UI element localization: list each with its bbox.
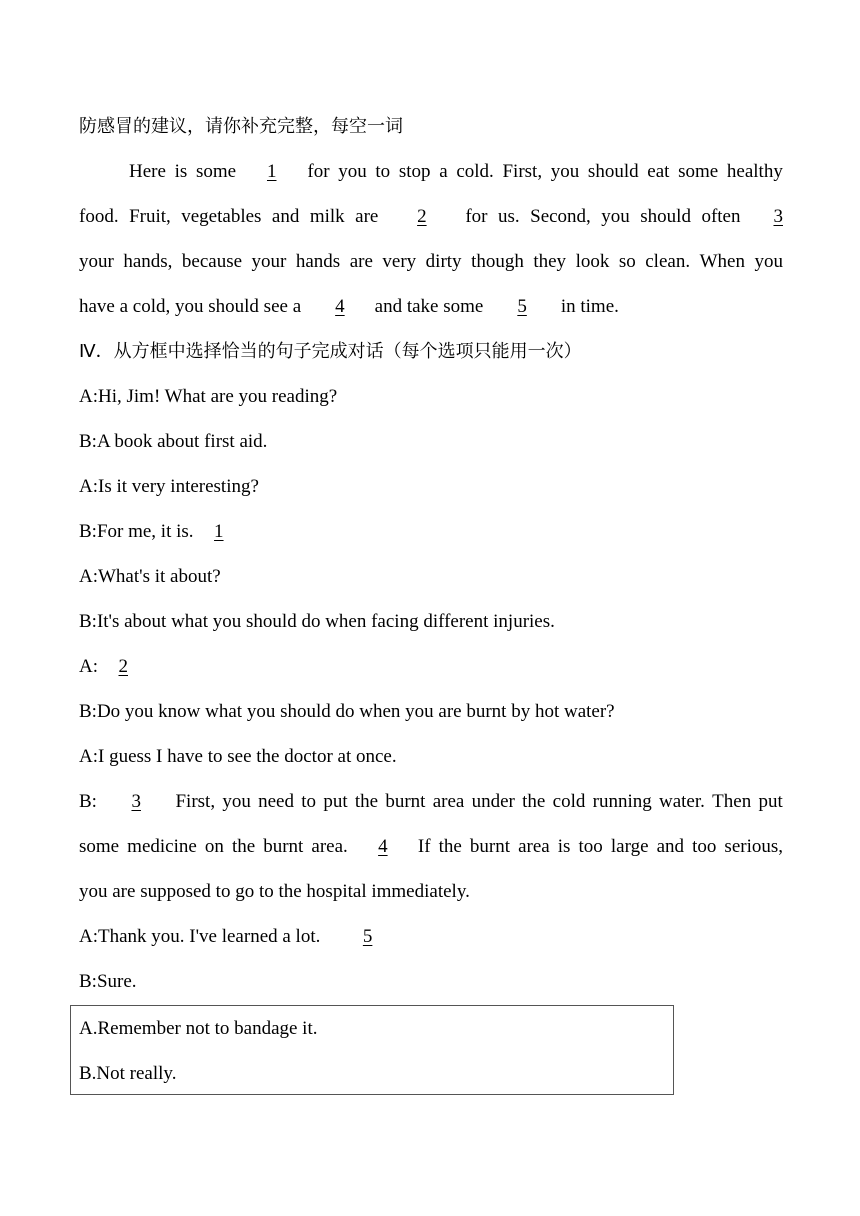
word: for: [307, 161, 330, 182]
word: is: [557, 836, 571, 857]
blank-4[interactable]: 4: [335, 296, 345, 317]
speaker-label: A:: [79, 476, 98, 497]
word: to: [301, 791, 317, 812]
word: eat: [647, 161, 670, 182]
word: too: [692, 836, 717, 857]
word: hands: [295, 251, 341, 272]
dialogue-text: Hi, Jim! What are you reading?: [98, 386, 338, 407]
passage-text: in time.: [560, 296, 619, 317]
word: the: [354, 791, 379, 812]
word: are: [349, 251, 373, 272]
word: very: [382, 251, 417, 272]
dialogue-blank-1[interactable]: 1: [214, 521, 224, 542]
passage-line-1: [129, 161, 783, 183]
word: dirty: [425, 251, 462, 272]
dialogue-line: [79, 701, 783, 723]
section4-heading: Ⅳ．从方框中选择恰当的句子完成对话（每个选项只能用一次）: [79, 341, 582, 362]
word: the: [231, 836, 256, 857]
speaker-label: B:: [79, 611, 97, 632]
dialogue-text: Do you know what you should do when you are burnt by hot water?: [96, 701, 615, 722]
word: If: [417, 836, 431, 857]
dialogue-text: For me, it is.: [96, 521, 194, 542]
word: you: [338, 161, 367, 182]
word: and: [656, 836, 685, 857]
word: stop: [398, 161, 431, 182]
word: healthy: [726, 161, 783, 182]
word: burnt: [469, 836, 511, 857]
dialogue-text: Sure.: [96, 971, 137, 992]
word: area: [518, 836, 550, 857]
dialogue-line: [79, 431, 783, 453]
word: is: [174, 161, 188, 182]
word: Fruit,: [129, 206, 171, 227]
dialogue-line: [79, 926, 783, 948]
dialogue-blank-2[interactable]: 2: [118, 656, 128, 677]
dialogue-text: I guess I have to see the doctor at once.: [98, 746, 397, 767]
word: area: [432, 791, 465, 812]
word: your: [79, 251, 114, 272]
word: you: [550, 161, 580, 182]
dialogue-text: It's about what you should do when facing different injuries.: [96, 611, 555, 632]
word: too: [578, 836, 603, 857]
blank-1[interactable]: 1: [266, 161, 277, 182]
dialogue-blank-5[interactable]: 5: [362, 926, 373, 947]
word: vegetables: [181, 206, 262, 227]
word: some: [79, 836, 120, 857]
option-a: A.Remember not to bandage it.: [79, 1018, 318, 1039]
dialogue-text: What's it about?: [98, 566, 221, 587]
word: medicine: [127, 836, 197, 857]
word: your: [251, 251, 287, 272]
word: First,: [175, 791, 216, 812]
blank-3[interactable]: 3: [773, 206, 783, 227]
long-reply-line-1: [79, 791, 783, 813]
speaker-label: A:: [79, 746, 98, 767]
word: Here: [129, 161, 166, 182]
word: Then: [712, 791, 752, 812]
word: under: [471, 791, 515, 812]
dialogue-text: A book about first aid.: [96, 431, 268, 452]
speaker-label: B:: [79, 521, 97, 542]
word: some: [678, 161, 719, 182]
word: milk: [309, 206, 345, 227]
speaker-label: B:: [79, 791, 97, 812]
word: hands,: [123, 251, 173, 272]
blank-2[interactable]: 2: [417, 206, 427, 227]
speaker-label: B:: [79, 701, 97, 722]
word: and: [271, 206, 300, 227]
word: some: [195, 161, 237, 182]
dialogue-blank-3[interactable]: 3: [131, 791, 141, 812]
long-reply-line-3: you are supposed to go to the hospital immediately.: [79, 881, 470, 902]
word: so: [618, 251, 636, 272]
word: cold: [552, 791, 586, 812]
dialogue-line: [79, 656, 783, 678]
dialogue-line: [79, 521, 783, 543]
word: need: [258, 791, 294, 812]
word: food.: [79, 206, 119, 227]
word: to: [375, 161, 391, 182]
word: burnt: [263, 836, 304, 857]
word: running: [592, 791, 652, 812]
speaker-label: B:: [79, 431, 97, 452]
word: us.: [497, 206, 520, 227]
speaker-label: B:: [79, 971, 97, 992]
word: should: [640, 206, 691, 227]
word: When: [699, 251, 745, 272]
word: because: [181, 251, 243, 272]
word: put: [323, 791, 348, 812]
long-reply-line-2: [79, 836, 783, 858]
word: you: [601, 206, 630, 227]
word: often: [701, 206, 741, 227]
passage-line-2: [79, 206, 783, 228]
word: should: [587, 161, 639, 182]
dialogue-line: [79, 386, 783, 408]
passage-text: and take some: [374, 296, 484, 317]
word: burnt: [385, 791, 426, 812]
speaker-label: A:: [79, 656, 98, 677]
word: clean.: [645, 251, 691, 272]
passage-line-3: [79, 251, 783, 273]
dialogue-line: [79, 746, 783, 768]
section3-instruction: 防感冒的建议，请你补充完整，每空一词: [79, 116, 403, 137]
dialogue-line: [79, 971, 783, 993]
options-box: [70, 1005, 674, 1095]
word: area.: [311, 836, 348, 857]
dialogue-line: [79, 566, 783, 588]
word: you: [222, 791, 251, 812]
word: put: [758, 791, 783, 812]
passage-text: have a cold, you should see a: [79, 296, 302, 317]
word: First,: [502, 161, 543, 182]
word: though: [471, 251, 524, 272]
option-b: B.Not really.: [79, 1063, 177, 1084]
word: you: [754, 251, 783, 272]
speaker-label: A:: [79, 926, 98, 947]
word: Second,: [530, 206, 591, 227]
passage-line-4: [79, 296, 783, 318]
word: serious,: [724, 836, 783, 857]
dialogue-text: Thank you. I've learned a lot.: [98, 926, 321, 947]
word: the: [438, 836, 462, 857]
word: water.: [659, 791, 705, 812]
dialogue-line: [79, 476, 783, 498]
word: for: [465, 206, 488, 227]
speaker-label: A:: [79, 566, 98, 587]
word: large: [610, 836, 649, 857]
dialogue-line: [79, 611, 783, 633]
dialogue-text: Is it very interesting?: [98, 476, 259, 497]
word: they: [533, 251, 567, 272]
speaker-label: A:: [79, 386, 98, 407]
word: look: [575, 251, 610, 272]
word: a: [439, 161, 448, 182]
word: on: [204, 836, 224, 857]
dialogue-blank-4[interactable]: 4: [378, 836, 388, 857]
blank-5[interactable]: 5: [517, 296, 527, 317]
word: the: [522, 791, 546, 812]
word: are: [355, 206, 379, 227]
word: cold.: [456, 161, 494, 182]
